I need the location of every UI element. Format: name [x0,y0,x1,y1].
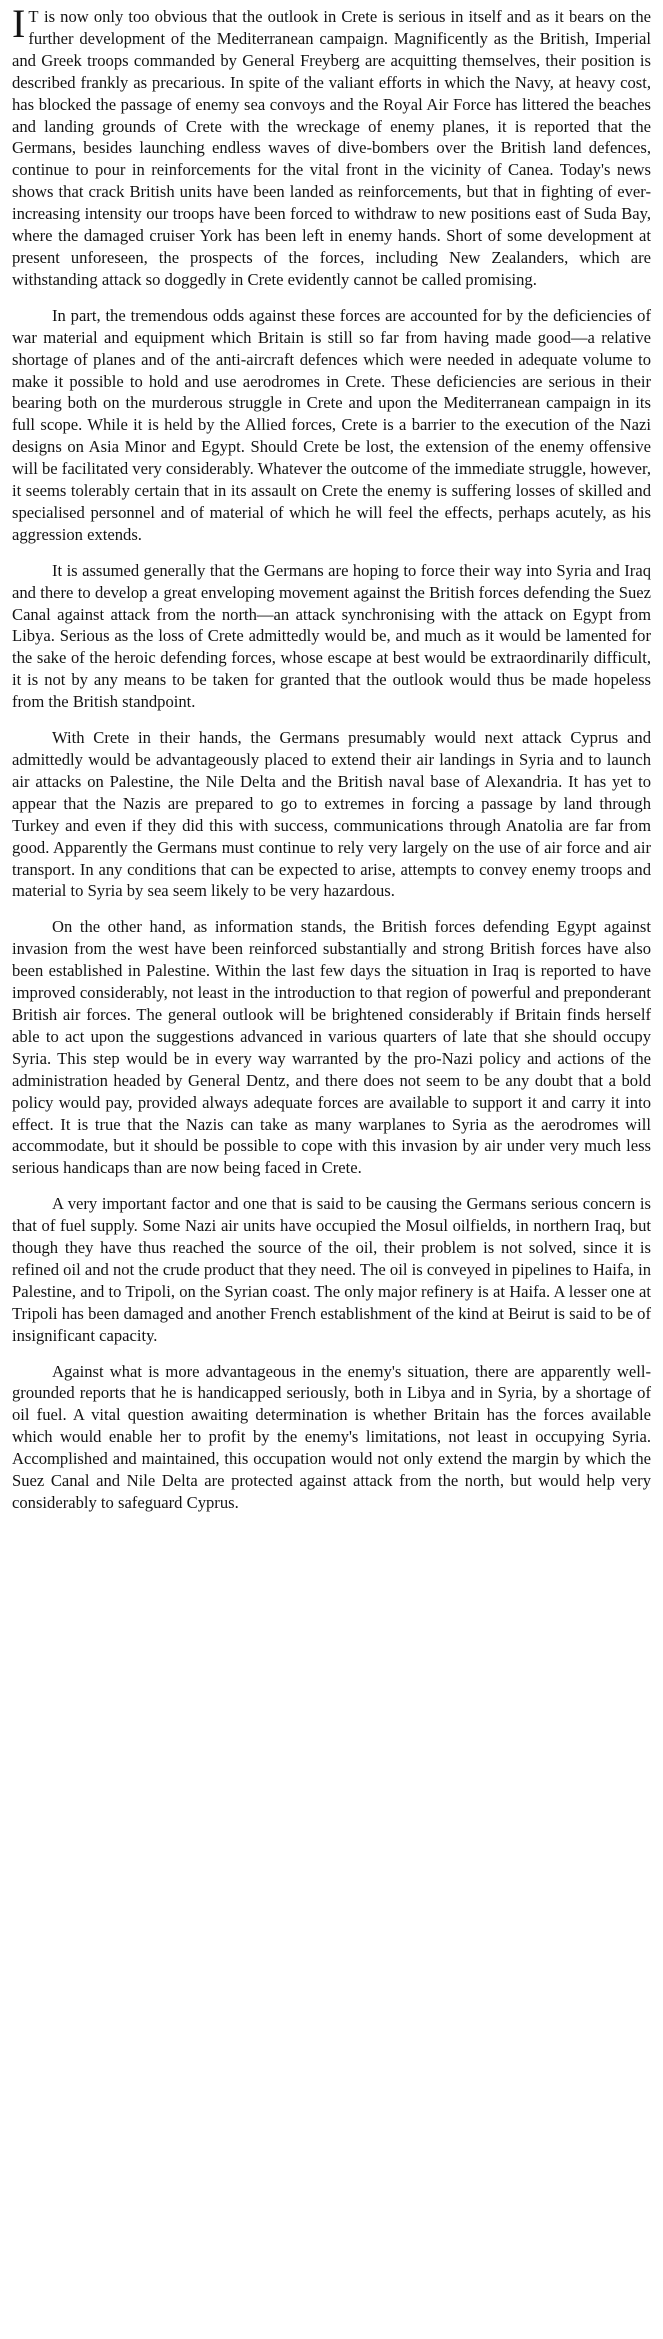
paragraph-2: In part, the tremendous odds against these forces are accounted for by the deficiencies of war material and equipment which Britain is still so far from having made good—a relative shortage of planes and of the anti-aircraft defences which were needed in adequate volume to make it possible to hold and use aerodromes in Crete. These deficiencies are serious in their bearing both on the murderous struggle in Crete and upon the Mediterranean campaign in its full scope. While it is held by the Allied forces, Crete is a barrier to the execution of the Nazi designs on Asia Minor and Egypt. Should Crete be lost, the extension of the enemy offensive will be facilitated very considerably. Whatever the outcome of the immediate struggle, however, it seems tolerably certain that in its assault on Crete the enemy is suffering losses of skilled and specialised personnel and of material of which he will feel the effects, perhaps acutely, as his aggression extends. [12,305,651,544]
paragraph-5: On the other hand, as information stands, the British forces defending Egypt against invasion from the west have been reinforced substantially and strong British forces have also been established in Palestine. Within the last few days the situation in Iraq is reported to have improved considerably, not least in the introduction to that region of powerful and preponderant British air forces. The general outlook will be brightened considerably if Britain finds herself able to act upon the suggestions advanced in various quarters of late that she should occupy Syria. This step would be in every way warranted by the pro-Nazi policy and actions of the administration headed by General Dentz, and there does not seem to be any doubt that a bold policy would pay, provided always adequate forces are available to support it and carry it into effect. It is true that the Nazis can take as many warplanes to Syria as the aerodromes will accommodate, but it should be possible to cope with this invasion by air under very much less serious handicaps than are now being faced in Crete. [12,917,651,1178]
paragraph-3: It is assumed generally that the Germans are hoping to force their way into Syria and Iraq and there to develop a great enveloping movement against the British forces defending the Suez Canal against attack from the north—an attack synchronising with the attack on Egypt from Libya. Serious as the loss of Crete admittedly would be, and much as it would be lamented for the sake of the heroic defending forces, whose escape at best would be extraordinarily difficult, it is not by any means to be taken for granted that the outlook would thus be made hopeless from the British standpoint. [12,560,651,712]
paragraph-6: A very important factor and one that is said to be causing the Germans serious concern is that of fuel supply. Some Nazi air units have occupied the Mosul oilfields, in northern Iraq, but though they have thus reached the source of the oil, their problem is not solved, since it is refined oil and not the crude product that they need. The oil is conveyed in pipelines to Haifa, in Palestine, and to Tripoli, on the Syrian coast. The only major refinery is at Haifa. A lesser one at Tripoli has been damaged and another French establishment of the kind at Beirut is said to be of insignificant capacity. [12,1194,651,1345]
paragraph-7: Against what is more advantageous in the enemy's situation, there are apparently well-grounded reports that he is handicapped seriously, both in Libya and in Syria, by a shortage of oil fuel. A vital question awaiting determination is whether Britain has the forces available which would enable her to profit by the enemy's limitations, not least in occupying Syria. Accomplished and maintained, this occupation would not only extend the margin by which the Suez Canal and Nile Delta are protected against attack from the north, but would help very considerably to safeguard Cyprus. [12,1361,651,1512]
drop-cap: I [12,1,26,46]
paragraph-4: With Crete in their hands, the Germans presumably would next attack Cyprus and admittedly would be advantageously placed to extend their air landings in Syria and to launch air attacks on Palestine, the Nile Delta and the British naval base of Alexandria. It has yet to appear that the Nazis are prepared to go to extremes in forcing a passage by land through Turkey and even if they did this with success, communications through Anatolia are far from good. Apparently the Germans must continue to rely very largely on the use of air force and air transport. In any conditions that can be expected to arise, attempts to convey enemy troops and material to Syria by sea seem likely to be very hazardous. [12,728,651,901]
lead-in: T [28,7,39,26]
paragraph-1-text: is now only too obvious that the outlook in Crete is serious in itself and as it bears on the further development of the Mediterranean campaign. Magnificently as the British, Imperial and Greek troops commanded by General Freyberg are acquitting themselves, their position is described frankly as precarious. In spite of the valiant efforts in which the Navy, at heavy cost, has blocked the passage of enemy sea convoys and the Royal Air Force has littered the beaches and landing grounds of Crete with the wreckage of enemy planes, it is reported that the Germans, besides launching endless waves of dive-bombers over the British land defences, continue to pour in reinforcements for the vital front in the vicinity of Canea. Today's news shows that crack British units have been landed as reinforcements, but that in fighting of ever-increasing intensity our troops have been forced to withdraw to new positions east of Suda Bay, where the damaged cruiser York has been left in enemy hands. Short of some development at present unforeseen, the prospects of the forces, including New Zealanders, which are withstanding attack so doggedly in Crete evidently cannot be called promising. [12,7,651,289]
paragraph-1 [12,1,651,291]
